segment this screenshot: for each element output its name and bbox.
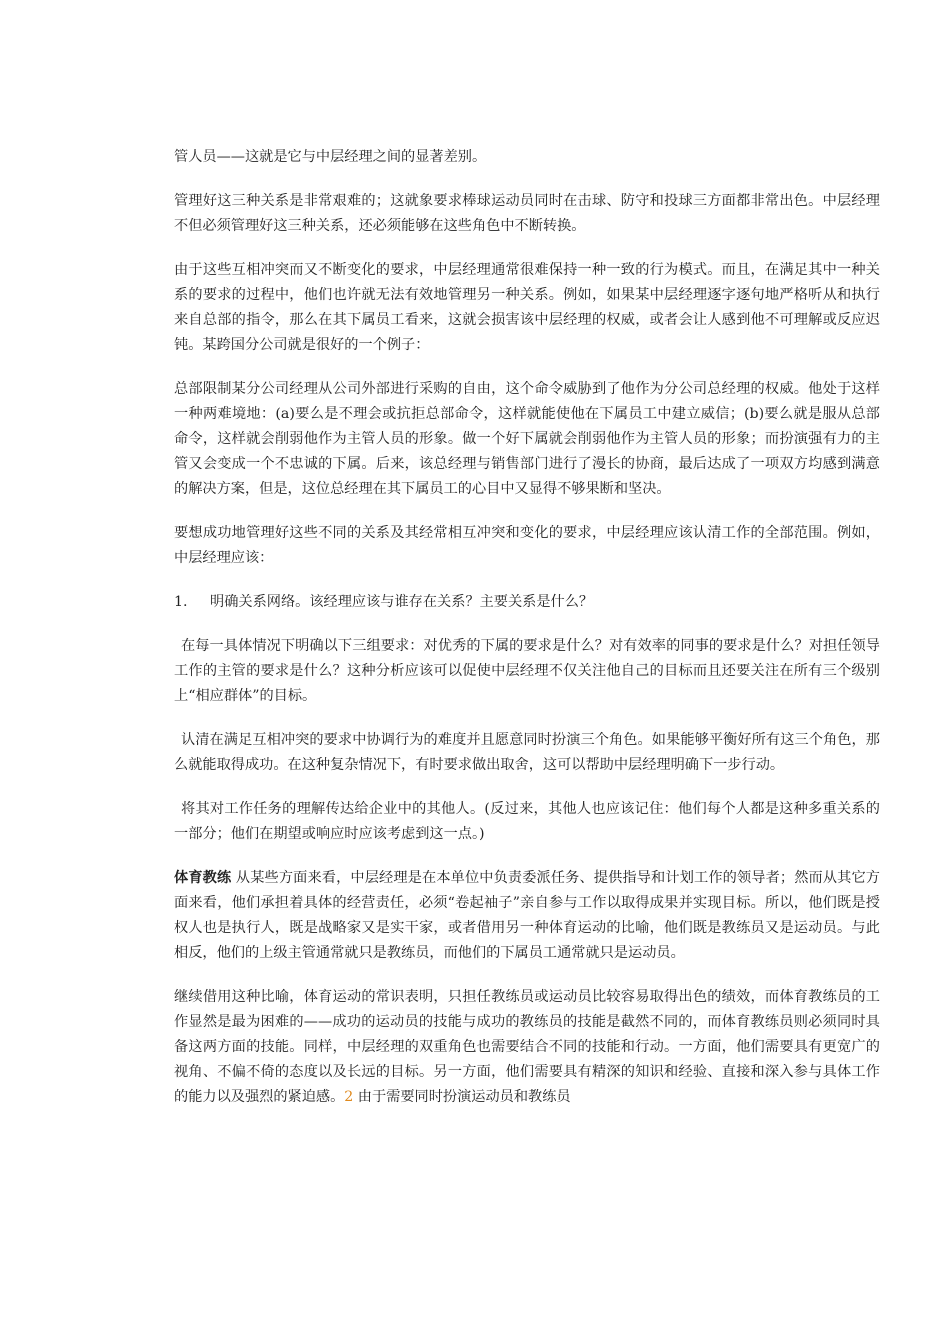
paragraph-9 (174, 866, 880, 966)
paragraph-7: 认清在满足互相冲突的要求中协调行为的难度并且愿意同时扮演三个角色。如果能够平衡好所有这三个角色，那么就能取得成功。在这种复杂情况下，有时要求做出取舍，这可以帮助中层经理明确下一步行动。 (174, 732, 880, 773)
list-item-1 (174, 590, 880, 615)
paragraph-10 (174, 985, 880, 1110)
document-page (174, 145, 880, 1129)
paragraph-6: 在每一具体情况下明确以下三组要求：对优秀的下属的要求是什么？对有效率的同事的要求是什么？对担任领导工作的主管的要求是什么？这种分析应该可以促使中层经理不仅关注他自己的目标而且还要关注在所有三个级别上“相应群体”的目标。 (174, 638, 880, 704)
list-text: 明确关系网络。该经理应该与谁存在关系？主要关系是什么？ (210, 594, 594, 610)
paragraph-3: 由于这些互相冲突而又不断变化的要求，中层经理通常很难保持一种一致的行为模式。而且，在满足其中一种关系的要求的过程中，他们也许就无法有效地管理另一种关系。例如，如果某中层经理逐字逐句地严格听从和执行来自总部的指令，那么在其下属员工看来，这就会损害该中层经理的权威，或者会让人感到他不可理解或反应迟钝。某跨国分公司就是很好的一个例子： (174, 262, 880, 353)
footnote-reference[interactable]: 2 (344, 1089, 354, 1105)
paragraph-9-body: 从某些方面来看，中层经理是在本单位中负责委派任务、提供指导和计划工作的领导者；然而从其它方面来看，他们承担着具体的经营责任，必须“卷起袖子”亲自参与工作以取得成果并实现目标。所以，他们既是授权人也是执行人，既是战略家又是实干家，或者借用另一种体育运动的比喻，他们既是教练员又是运动员。与此相反，他们的上级主管通常就只是教练员，而他们的下属员工通常就只是运动员。 (174, 870, 880, 961)
paragraph-4: 总部限制某分公司经理从公司外部进行采购的自由，这个命令威胁到了他作为分公司总经理的权威。他处于这样一种两难境地：(a)要么是不理会或抗拒总部命令，这样就能使他在下属员工中建立威信；(b)要么就是服从总部命令，这样就会削弱他作为主管人员的形象。做一个好下属就会削弱他作为主管人员的形象；而扮演强有力的主管又会变成一个不忠诚的下属。后来，该总经理与销售部门进行了漫长的协商，最后达成了一项双方均感到满意的解决方案，但是，这位总经理在其下属员工的心目中又显得不够果断和坚决。 (174, 381, 880, 497)
paragraph-1: 管人员——这就是它与中层经理之间的显著差别。 (174, 149, 487, 165)
paragraph-2: 管理好这三种关系是非常艰难的；这就象要求棒球运动员同时在击球、防守和投球三方面都非常出色。中层经理不但必须管理好这三种关系，还必须能够在这些角色中不断转换。 (174, 193, 880, 234)
list-number: 1. (174, 594, 188, 610)
paragraph-5: 要想成功地管理好这些不同的关系及其经常相互冲突和变化的要求，中层经理应该认清工作的全部范围。例如，中层经理应该： (174, 525, 880, 566)
paragraph-10-body: 继续借用这种比喻，体育运动的常识表明，只担任教练员或运动员比较容易取得出色的绩效，而体育教练员的工作显然是最为困难的——成功的运动员的技能与成功的教练员的技能是截然不同的，而体育教练员则必须同时具备这两方面的技能。同样，中层经理的双重角色也需要结合不同的技能和行动。一方面，他们需要具有更宽广的视角、不偏不倚的态度以及长远的目标。另一方面，他们需要具有精深的知识和经验、直接和深入参与具体工作的能力以及强烈的紧迫感。 (174, 989, 880, 1105)
paragraph-10-tail: 由于需要同时扮演运动员和教练员 (353, 1089, 571, 1105)
section-lead: 体育教练 (174, 870, 232, 886)
paragraph-8: 将其对工作任务的理解传达给企业中的其他人。(反过来，其他人也应该记住：他们每个人都是这种多重关系的一部分；他们在期望或响应时应该考虑到这一点。) (174, 801, 880, 842)
